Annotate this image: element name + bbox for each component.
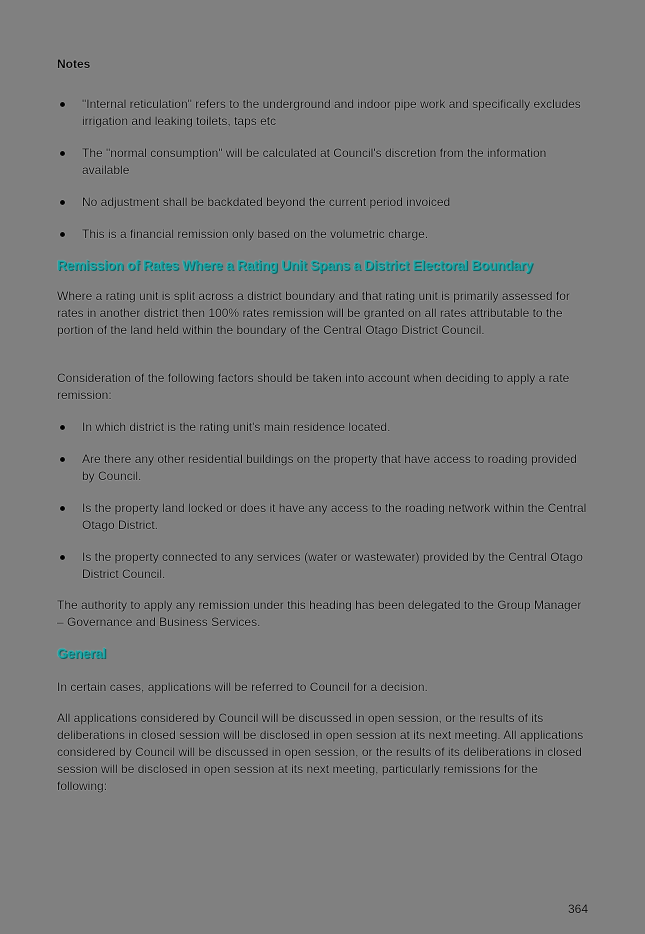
list-item: The "normal consumption" will be calculated at Council's discretion from the information available — [57, 145, 587, 179]
bullet-icon — [60, 232, 65, 237]
bullet-icon — [60, 506, 65, 511]
boundary-paragraph-2: Consideration of the following factors should be taken into account when deciding to apply a rate remission: — [57, 371, 570, 402]
boundary-factors-list — [57, 419, 587, 598]
list-item: Are there any other residential buildings on the property that have access to roading provided by Council. — [57, 451, 587, 485]
notes-list — [57, 96, 587, 258]
section-heading-boundary: Remission of Rates Where a Rating Unit Spans a District Electoral Boundary — [57, 258, 533, 273]
list-item: Is the property connected to any services (water or wastewater) provided by the Central Otago District Council. — [57, 549, 587, 583]
bullet-icon — [60, 200, 65, 205]
bullet-icon — [60, 102, 65, 107]
bullet-icon — [60, 457, 65, 462]
list-item: This is a financial remission only based on the volumetric charge. — [57, 226, 587, 243]
list-item: "Internal reticulation" refers to the underground and indoor pipe work and specifically excludes irrigation and leaking toilets, taps etc — [57, 96, 587, 130]
bullet-icon — [60, 425, 65, 430]
bullet-icon — [60, 555, 65, 560]
list-item: Is the property land locked or does it have any access to the roading network within the Central Otago District. — [57, 500, 587, 534]
boundary-paragraph-3: The authority to apply any remission under this heading has been delegated to the Group Manager – Governance and Business Services. — [57, 598, 582, 629]
page-number: 364 — [568, 902, 589, 916]
section-heading-general: General — [57, 646, 106, 661]
boundary-paragraph-1: Where a rating unit is split across a district boundary and that rating unit is primarily assessed for rates in another district then 100% rates remission will be granted on all rates attributable to the portion of the land held within the boundary of the Central Otago District Council. — [57, 289, 570, 337]
general-paragraph-2: All applications considered by Council will be discussed in open session, or the results of its deliberations in closed session will be disclosed in open session at its next meeting. All applications considered by Council will be discussed in open session, or the results of its deliberations in closed session will be disclosed in open session at its next meeting, particularly remissions for the following: — [57, 711, 584, 793]
notes-title: Notes — [57, 57, 91, 71]
bullet-icon — [60, 151, 65, 156]
list-item: No adjustment shall be backdated beyond the current period invoiced — [57, 194, 587, 211]
list-item: In which district is the rating unit's main residence located. — [57, 419, 587, 436]
general-paragraph-1: In certain cases, applications will be referred to Council for a decision. — [57, 680, 428, 694]
